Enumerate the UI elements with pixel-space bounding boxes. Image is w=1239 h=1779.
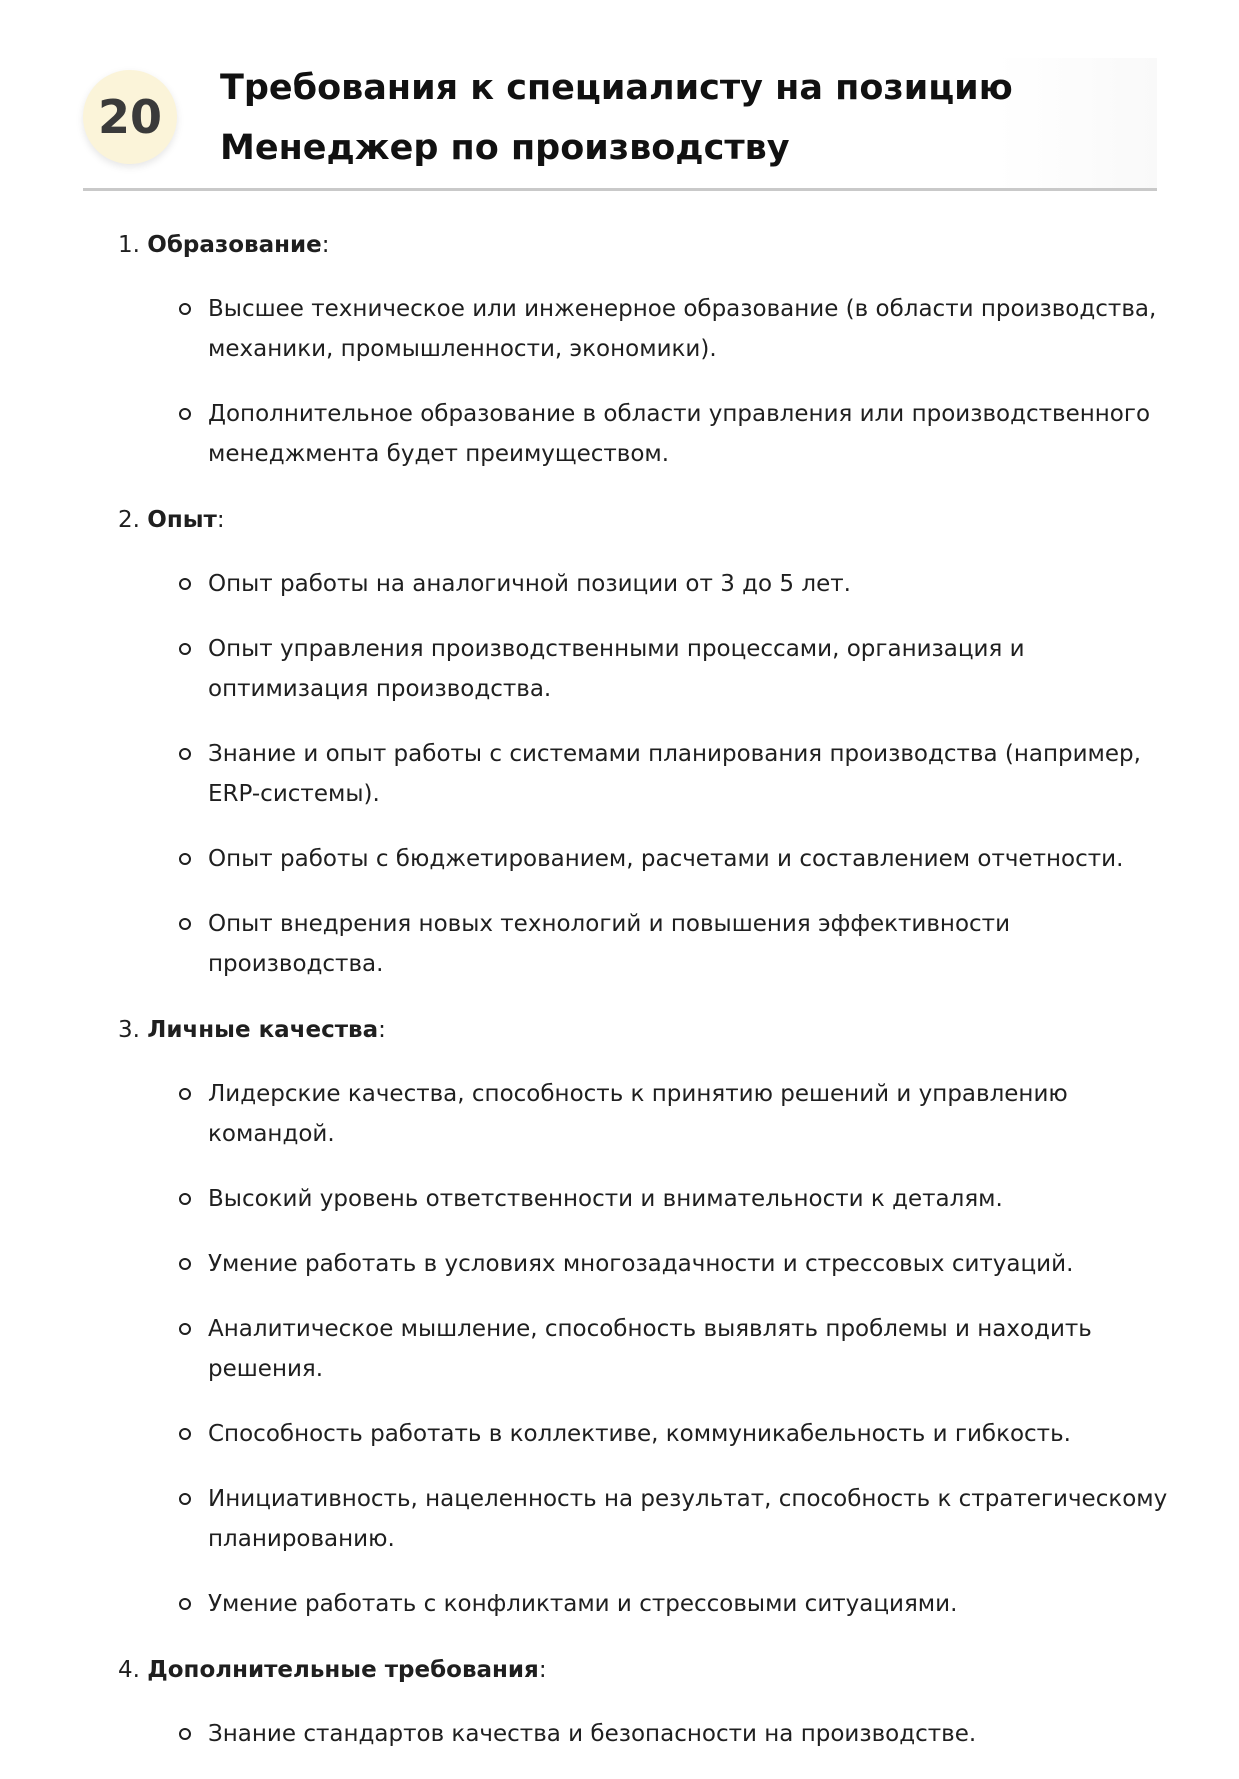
circle-bullet-icon [179, 303, 191, 315]
circle-bullet-icon [179, 1258, 191, 1270]
list-item [208, 564, 1168, 604]
list-item-text: Знание стандартов качества и безопасности на производстве. [208, 1721, 977, 1747]
list-item-text: Знание и опыт работы с системами планирования производства (например, ERP-системы). [208, 741, 1141, 807]
section-suffix: : [216, 507, 225, 533]
section-label: Дополнительные требования [147, 1657, 539, 1683]
circle-bullet-icon [179, 1323, 191, 1335]
list-item [208, 1309, 1168, 1389]
section-items [118, 289, 1168, 474]
section-heading [118, 224, 1168, 266]
section-additional-requirements [118, 1649, 1168, 1754]
requirements-list [118, 224, 1168, 1779]
section-experience [118, 499, 1168, 984]
circle-bullet-icon [179, 578, 191, 590]
section-personal-qualities [118, 1009, 1168, 1624]
section-heading [118, 1649, 1168, 1691]
list-item-text: Умение работать с конфликтами и стрессовыми ситуациями. [208, 1591, 958, 1617]
section-items [118, 564, 1168, 984]
list-item-text: Опыт работы с бюджетированием, расчетами и составлением отчетности. [208, 846, 1124, 872]
circle-bullet-icon [179, 643, 191, 655]
list-item [208, 1479, 1168, 1559]
section-suffix: : [321, 232, 330, 258]
circle-bullet-icon [179, 918, 191, 930]
list-item-text: Инициативность, нацеленность на результат, способность к стратегическому планированию. [208, 1486, 1168, 1552]
list-item-text: Умение работать в условиях многозадачности и стрессовых ситуаций. [208, 1251, 1074, 1277]
circle-bullet-icon [179, 1088, 191, 1100]
section-items [118, 1074, 1168, 1624]
list-item-text: Аналитическое мышление, способность выявлять проблемы и находить решения. [208, 1316, 1092, 1382]
list-item [208, 1074, 1168, 1154]
list-item-text: Лидерские качества, способность к принятию решений и управлению командой. [208, 1081, 1068, 1147]
list-item [208, 1179, 1168, 1219]
page-title: Требования к специалисту на позицию Менеджер по производству [220, 68, 1013, 168]
list-item-text: Высшее техническое или инженерное образование (в области производства, механики, промышленности, экономики). [208, 296, 1157, 362]
list-item-text: Высокий уровень ответственности и внимательности к деталям. [208, 1186, 1003, 1212]
circle-bullet-icon [179, 853, 191, 865]
list-item [208, 1584, 1168, 1624]
list-item-text: Опыт работы на аналогичной позиции от 3 до 5 лет. [208, 571, 851, 597]
list-item-text: Опыт управления производственными процессами, организация и оптимизация производства. [208, 636, 1025, 702]
list-item [208, 904, 1168, 984]
circle-bullet-icon [179, 1493, 191, 1505]
list-item [208, 289, 1168, 369]
section-number: 1. [118, 232, 140, 258]
circle-bullet-icon [179, 1598, 191, 1610]
section-suffix: : [378, 1017, 386, 1043]
page-number-badge: 20 [83, 70, 177, 164]
section-label: Опыт [147, 507, 217, 533]
circle-bullet-icon [179, 1728, 191, 1740]
section-suffix: : [538, 1657, 547, 1683]
page-header [83, 58, 1157, 191]
section-items [118, 1714, 1168, 1754]
list-item [208, 1714, 1168, 1754]
section-education [118, 224, 1168, 474]
circle-bullet-icon [179, 1193, 191, 1205]
list-item [208, 1414, 1168, 1454]
list-item-text: Опыт внедрения новых технологий и повышения эффективности производства. [208, 911, 1011, 977]
list-item-text: Способность работать в коллективе, коммуникабельность и гибкость. [208, 1421, 1071, 1447]
list-item [208, 1244, 1168, 1284]
list-item [208, 394, 1168, 474]
section-label: Личные качества [147, 1017, 379, 1043]
list-item [208, 629, 1168, 709]
circle-bullet-icon [179, 748, 191, 760]
section-heading [118, 1009, 1168, 1051]
list-item [208, 734, 1168, 814]
circle-bullet-icon [179, 1428, 191, 1440]
section-number: 4. [118, 1657, 140, 1683]
section-number: 3. [118, 1017, 140, 1043]
list-item-text: Дополнительное образование в области управления или производственного менеджмента будет преимуществом. [208, 401, 1151, 467]
section-heading [118, 499, 1168, 541]
section-number: 2. [118, 507, 140, 533]
section-label: Образование [147, 232, 322, 258]
list-item [208, 839, 1168, 879]
circle-bullet-icon [179, 408, 191, 420]
